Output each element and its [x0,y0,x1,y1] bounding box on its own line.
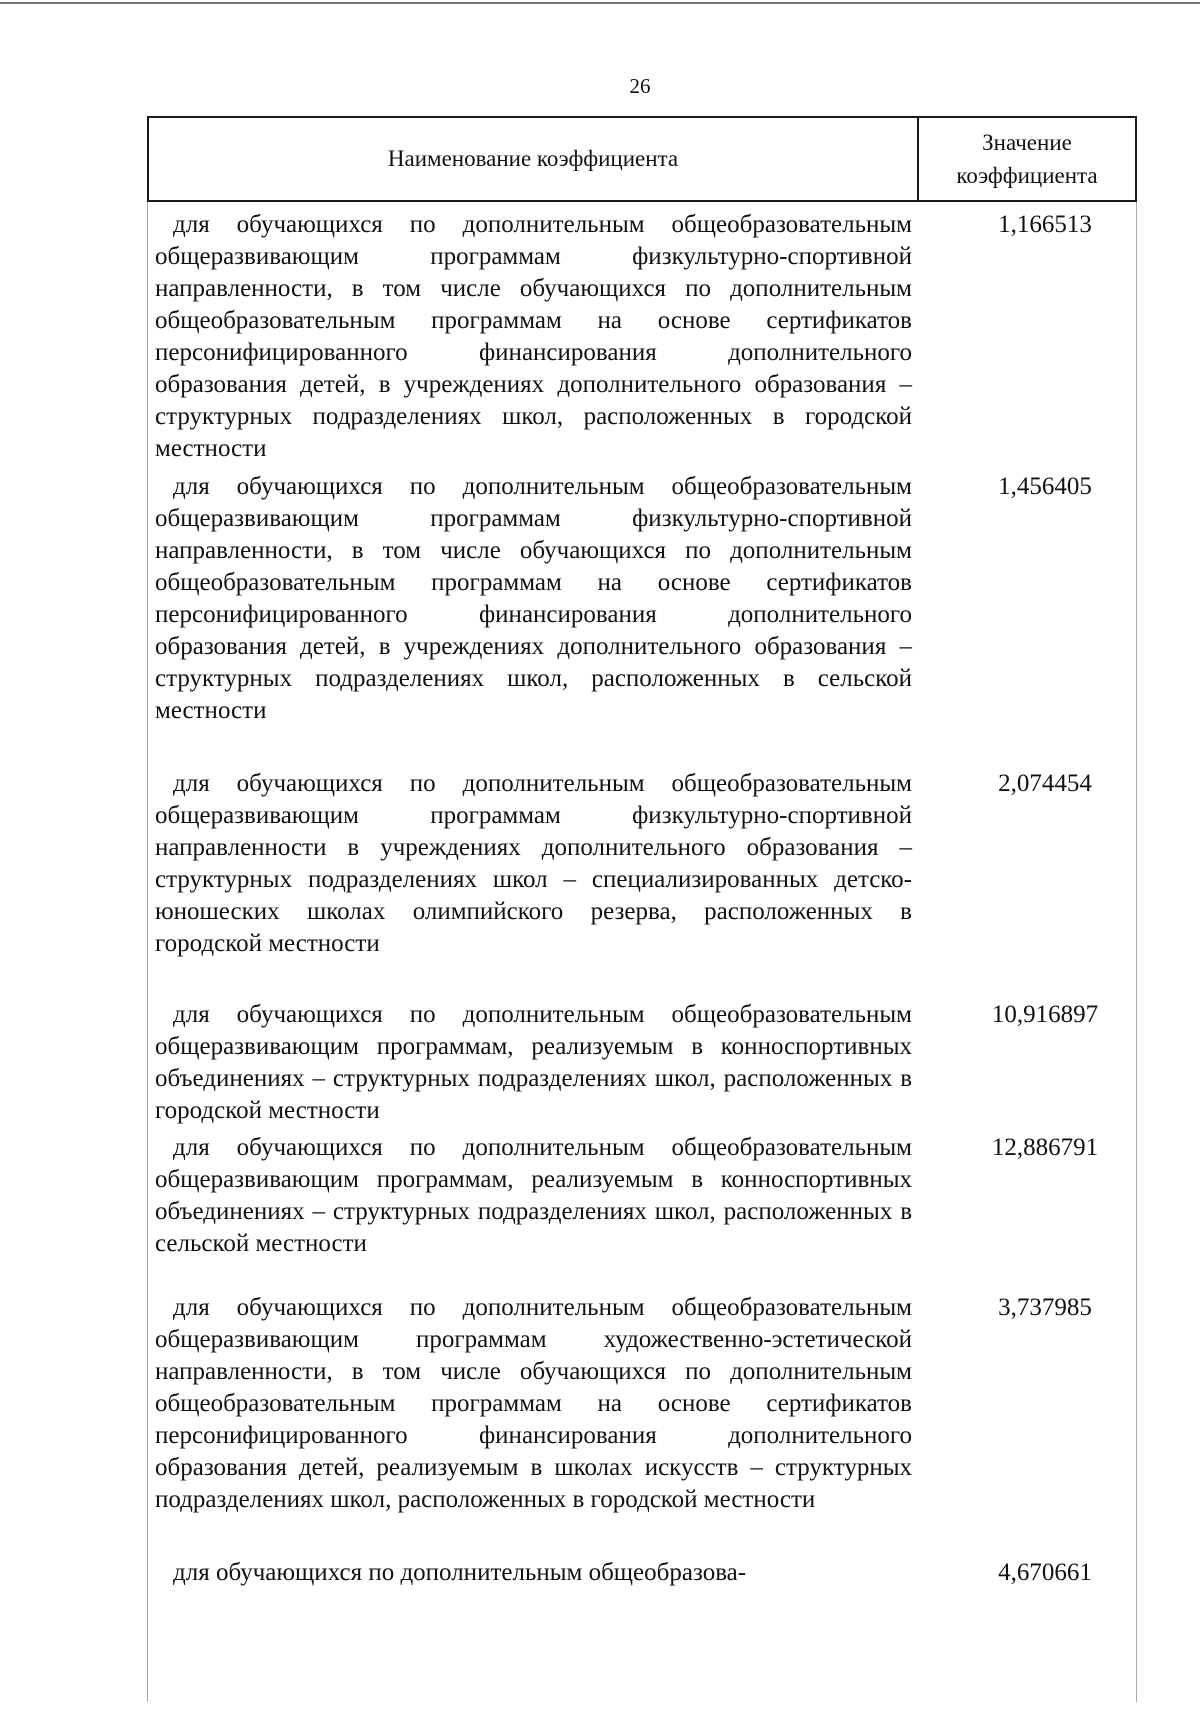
header-value-line1: Значение [982,130,1072,155]
row-value: 4,670661 [998,1559,1092,1586]
row-value: 1,456405 [998,473,1092,500]
header-value [919,118,1135,200]
row-value: 12,886791 [991,1134,1099,1161]
row-description: для обучающихся по дополнительным общеобразовательным общеразвивающим программам физкультурно-спортивной направленности в учреждениях дополнительного образования – структурных подразделениях школ – специализированных детско-юношеских школах олимпийского резерва, расположенных в городской местности [155,770,912,957]
row-value: 3,737985 [998,1294,1092,1321]
table-header [147,116,1137,202]
row-description: для обучающихся по дополнительным общеобразовательным общеразвивающим программам физкультурно-спортивной направленности, в том числе обучающихся по дополнительным общеобразовательным программам на основе сертификатов персонифицированного финансирования дополнительного образования детей, в учреждениях дополнительного образования – структурных подразделениях школ, расположенных в городской местности [155,211,912,462]
top-rule [0,2,1200,4]
row-value: 10,916897 [991,1001,1099,1028]
row-description: для обучающихся по дополнительным общеобразовательным общеразвивающим программам физкультурно-спортивной направленности, в том числе обучающихся по дополнительным общеобразовательным программам на основе сертификатов персонифицированного финансирования дополнительного образования детей, в учреждениях дополнительного образования – структурных подразделениях школ, расположенных в сельской местности [155,473,912,724]
page-number: 26 [629,74,651,98]
table-left-border [147,202,148,1702]
row-description: для обучающихся по дополнительным общеобразовательным общеразвивающим программам, реализуемым в конноспортивных объединениях – структурных подразделениях школ, расположенных в городской местности [155,1001,912,1124]
row-description: для обучающихся по дополнительным общеобразова- [173,1559,747,1586]
row-description: для обучающихся по дополнительным общеобразовательным общеразвивающим программам художественно-эстетической направленности, в том числе обучающихся по дополнительным общеобразовательным программам на основе сертификатов персонифицированного финансирования дополнительного образования детей, реализуемым в школах искусств – структурных подразделениях школ, расположенных в городской местности [155,1294,912,1513]
row-description: для обучающихся по дополнительным общеобразовательным общеразвивающим программам, реализуемым в конноспортивных объединениях – структурных подразделениях школ, расположенных в сельской местности [155,1134,912,1257]
row-value: 1,166513 [998,211,1092,238]
table-right-border [1136,202,1137,1702]
header-value-line2: коэффициента [956,163,1098,188]
header-name: Наименование коэффициента [149,118,919,200]
row-value: 2,074454 [998,770,1092,797]
